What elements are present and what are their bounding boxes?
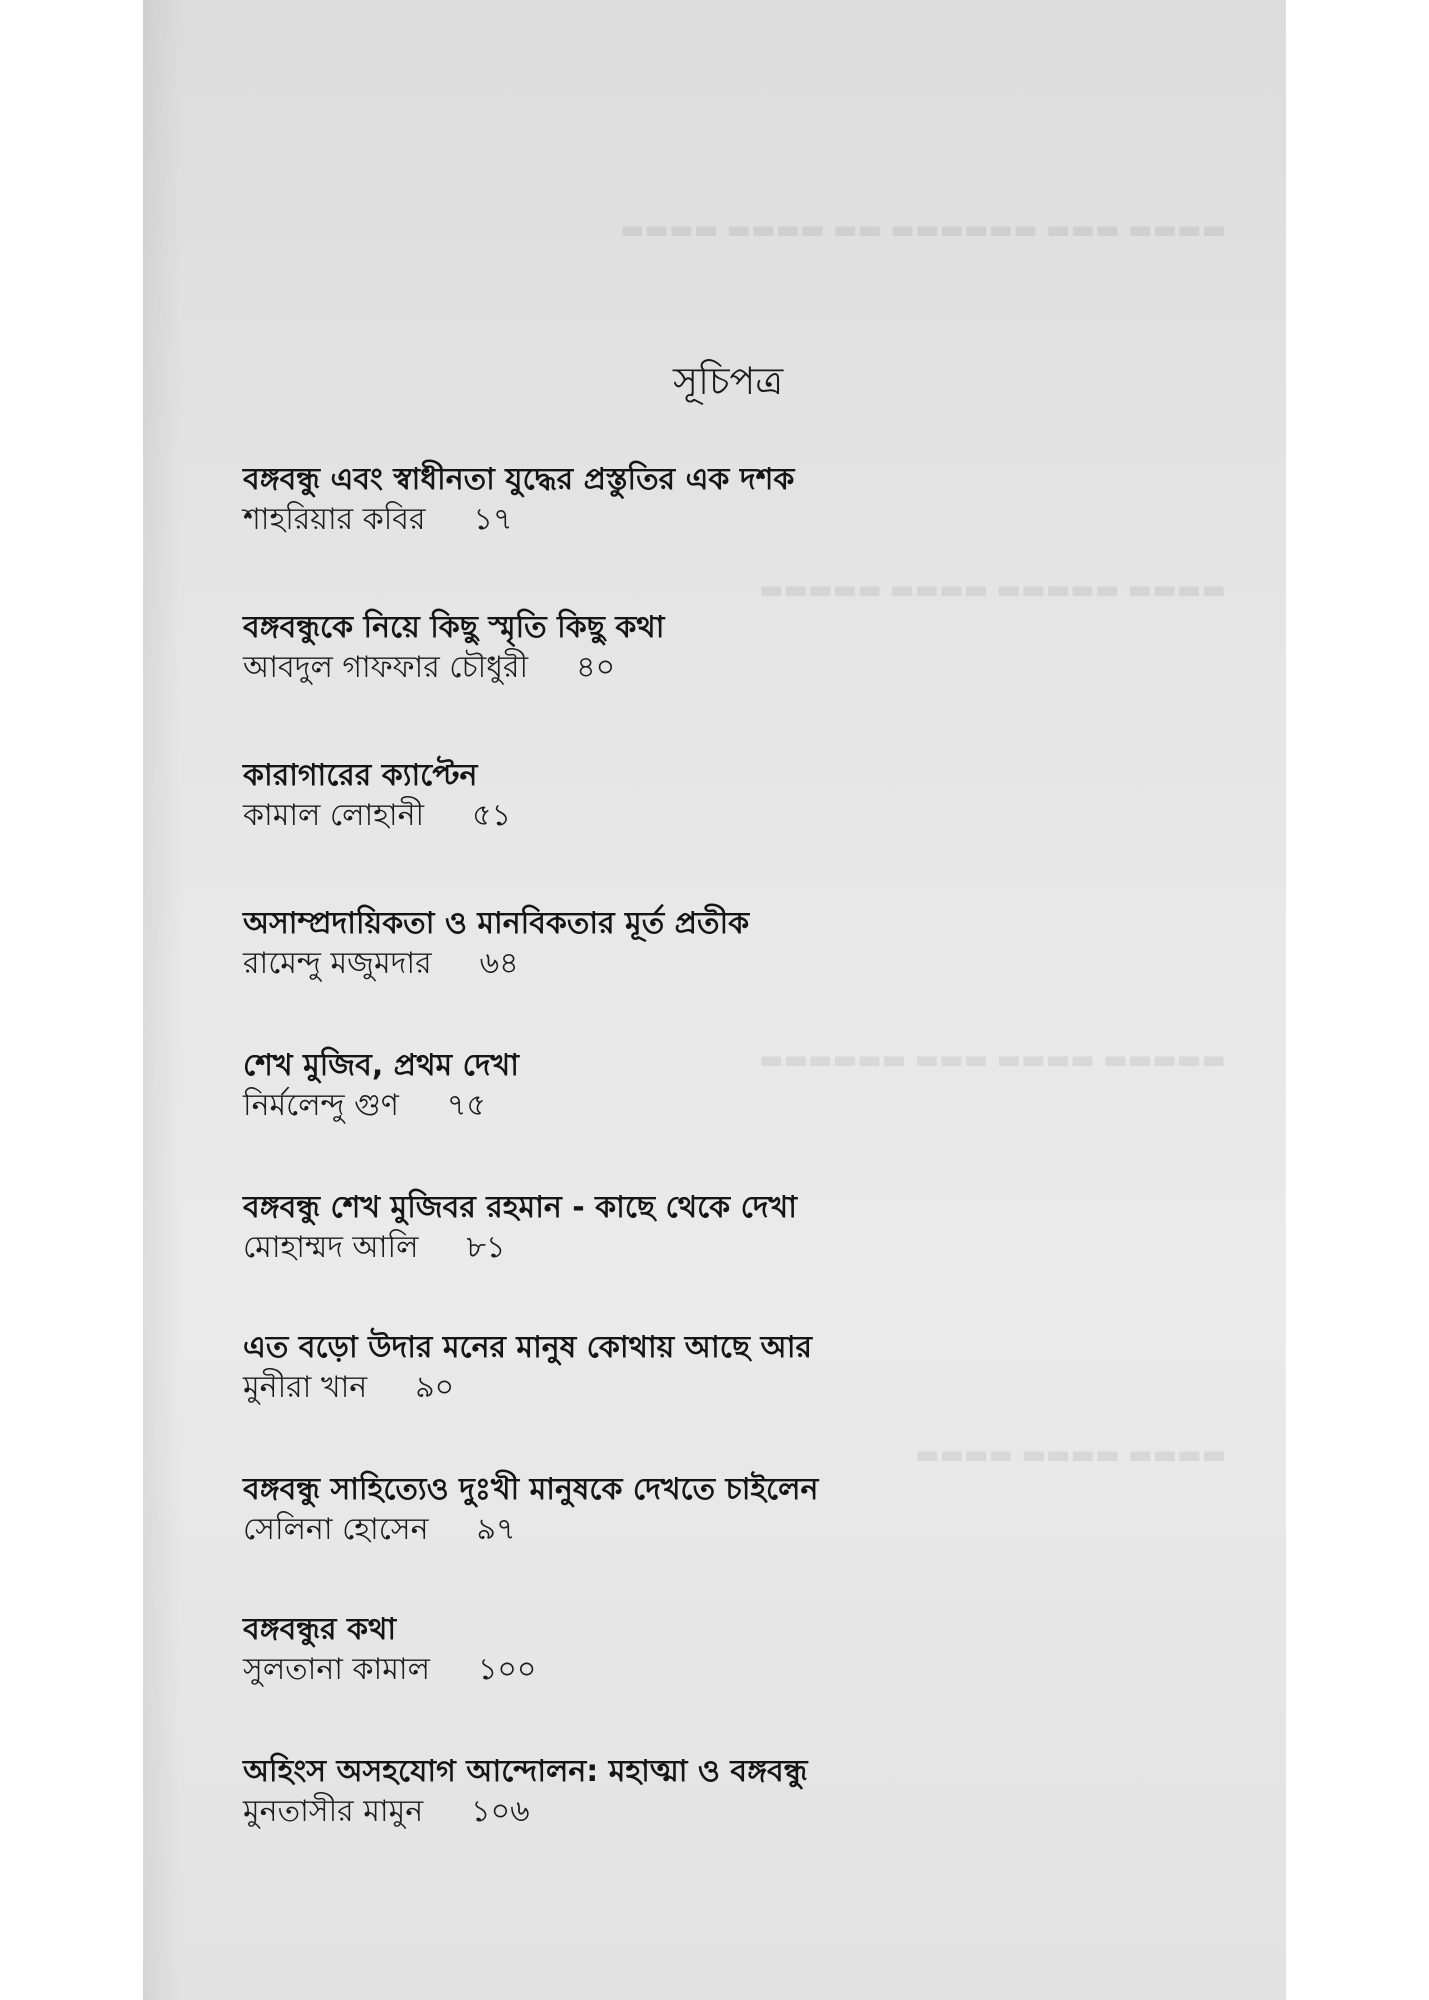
entry-author: আবদুল গাফফার চৌধুরী (243, 650, 529, 685)
entry-author: নির্মলেন্দু গুণ (243, 1088, 399, 1123)
toc-entry (243, 1470, 1143, 1550)
entry-page-number: ৬৪ (479, 946, 519, 981)
entry-author: শাহরিয়ার কবির (243, 502, 426, 537)
entry-byline (243, 1228, 1143, 1268)
toc-entry (243, 1046, 1143, 1126)
bleed-through-text: ▬▬▬▬ ▬▬▬ ▬▬▬▬▬▬ ▬▬ ▬▬▬▬ ▬▬▬▬ (619, 215, 1226, 245)
bleed-through-text: ▬▬▬▬▬ ▬▬▬▬ ▬▬▬ ▬▬▬▬▬▬ (759, 1045, 1226, 1075)
book-page (143, 0, 1286, 2000)
entry-author: সুলতানা কামাল (243, 1652, 430, 1687)
entry-byline (243, 1510, 1143, 1550)
entry-author: মোহাম্মদ আলি (243, 1230, 419, 1265)
entry-title: অহিংস অসহযোগ আন্দোলন: মহাত্মা ও বঙ্গবন্ধু (243, 1754, 808, 1789)
bleed-through-text: ▬▬▬▬ ▬▬▬▬▬ ▬▬▬▬ ▬▬▬▬▬ (759, 575, 1226, 605)
entry-title: বঙ্গবন্ধুর কথা (243, 1612, 397, 1647)
entry-page-number: ৯০ (415, 1370, 455, 1405)
entry-author: রামেন্দু মজুমদার (243, 946, 432, 981)
entry-title: বঙ্গবন্ধুকে নিয়ে কিছু স্মৃতি কিছু কথা (243, 610, 665, 645)
toc-entry (243, 1610, 1143, 1690)
entry-byline (243, 1086, 1143, 1126)
entry-title: বঙ্গবন্ধু শেখ মুজিবর রহমান - কাছে থেকে দেখা (243, 1190, 797, 1225)
entry-title: বঙ্গবন্ধু সাহিত্যেও দুঃখী মানুষকে দেখতে চাইলেন (243, 1472, 819, 1507)
entry-byline (243, 944, 1143, 984)
bleed-through-text: ▬▬▬▬ ▬▬▬▬ ▬▬▬▬ (914, 1440, 1226, 1470)
entry-page-number: ৮১ (466, 1230, 506, 1265)
entry-byline (243, 796, 1143, 836)
toc-entry (243, 608, 1143, 688)
entry-title: কারাগারের ক্যাপ্টেন (243, 758, 478, 793)
page-title: সূচিপত্র (673, 359, 784, 403)
entry-page-number: ৫১ (472, 798, 512, 833)
entry-page-number: ৭৫ (446, 1088, 486, 1123)
entry-page-number: ১৭ (473, 502, 513, 537)
entry-page-number: ৯৭ (476, 1512, 516, 1547)
toc-entry (243, 460, 1143, 540)
toc-entry (243, 1328, 1143, 1408)
entry-byline (243, 1368, 1143, 1408)
toc-entry (243, 904, 1143, 984)
entry-page-number: ১০০ (477, 1652, 537, 1687)
entry-title: এত বড়ো উদার মনের মানুষ কোথায় আছে আর (243, 1330, 812, 1365)
entry-title: বঙ্গবন্ধু এবং স্বাধীনতা যুদ্ধের প্রস্তুতির এক দশক (243, 462, 795, 497)
entry-author: মুনতাসীর মামুন (243, 1794, 424, 1829)
entry-page-number: ৪০ (576, 650, 616, 685)
entry-title: অসাম্প্রদায়িকতা ও মানবিকতার মূর্ত প্রতীক (243, 906, 750, 941)
entry-author: সেলিনা হোসেন (243, 1512, 429, 1547)
toc-entry (243, 1188, 1143, 1268)
entry-title: শেখ মুজিব, প্রথম দেখা (243, 1048, 519, 1083)
toc-entry (243, 1752, 1143, 1832)
entry-byline (243, 648, 1143, 688)
entry-author: মুনীরা খান (243, 1370, 368, 1405)
entry-byline (243, 1792, 1143, 1832)
entry-author: কামাল লোহানী (243, 798, 425, 833)
toc-entry (243, 756, 1143, 836)
entry-page-number: ১০৬ (471, 1794, 530, 1829)
entry-byline (243, 500, 1143, 540)
entry-byline (243, 1650, 1143, 1690)
